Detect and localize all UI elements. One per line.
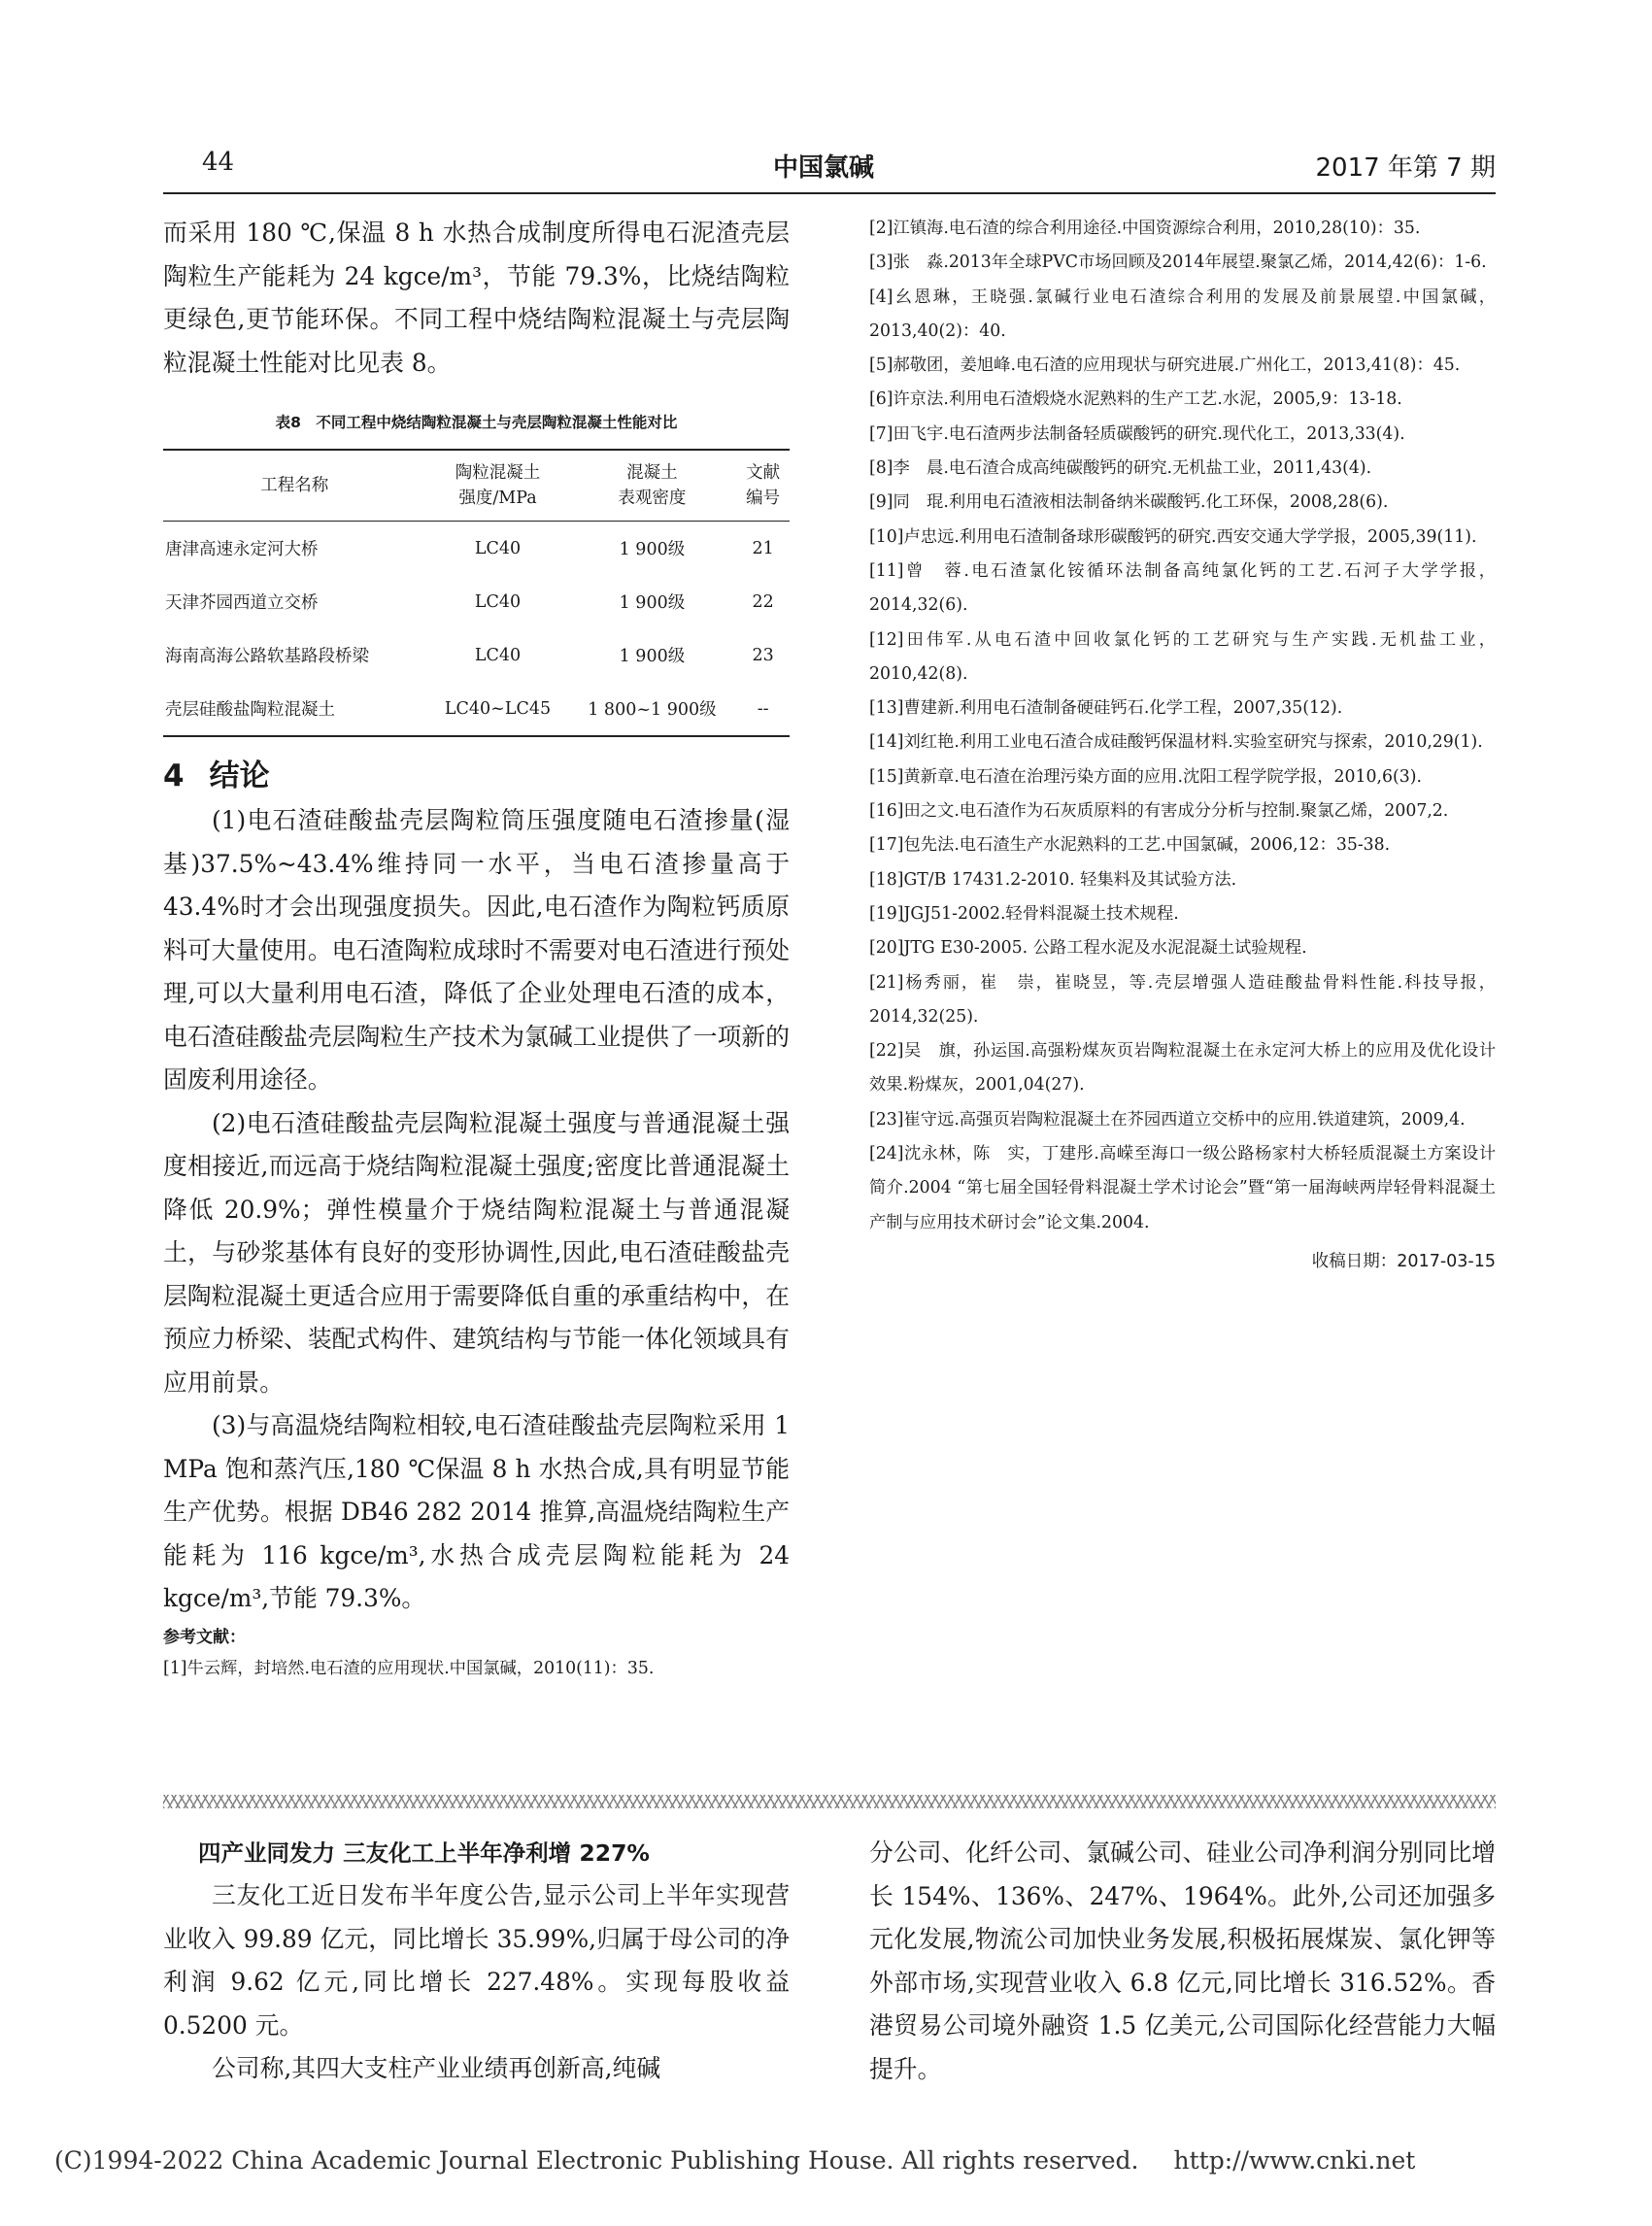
reference-item: [11]曾 蓉.电石渣氯化铵循环法制备高纯氯化钙的工艺.石河子大学学报，2014,32(6).	[869, 560, 1496, 616]
table-cell: 海南高海公路软基路段桥梁	[165, 647, 369, 666]
table-row	[163, 628, 790, 682]
reference-item: [9]同 琨.利用电石渣液相法制备纳米碳酸钙.化工环保，2008,28(6).	[869, 492, 1389, 513]
table-row	[163, 682, 790, 736]
news-paragraph-1: 三友化工近日发布半年度公告,显示公司上半年实现营业收入 99.89 亿元，同比增长 35.99%,归属于母公司的净利润 9.62 亿元,同比增长 227.48%。实现每股收益 0.5200 元。	[163, 1881, 790, 2040]
reference-item: [18]GT/B 17431.2-2010. 轻集料及其试验方法.	[869, 869, 1237, 890]
reference-item: [3]张 淼.2013年全球PVC市场回顾及2014年展望.聚氯乙烯，2014,42(6)：1-6.	[869, 253, 1487, 273]
reference-item: [13]曹建新.利用电石渣制备硬硅钙石.化学工程，2007,35(12).	[869, 698, 1343, 719]
header-rule	[163, 192, 1496, 194]
table-header-cell	[736, 450, 790, 522]
table-header-row	[163, 450, 790, 522]
header-line: 陶粒混凝土	[455, 463, 541, 483]
table-cell: 1 900级	[619, 647, 686, 666]
reference-item: [1]牛云辉，封培然.电石渣的应用现状.中国氯碱，2010(11)：35.	[163, 1658, 655, 1678]
reference-item: [4]幺恩琳，王晓强.氯碱行业电石渣综合利用的发展及前景展望.中国氯碱，2013,40(2)：40.	[869, 287, 1496, 341]
reference-item: [20]JTG E30-2005. 公路工程水泥及水泥混凝土试验规程.	[869, 938, 1307, 959]
table-row	[163, 522, 790, 576]
page-header	[163, 148, 1496, 190]
conclusion-paragraph-2: (2)电石渣硅酸盐壳层陶粒混凝土强度与普通混凝土强度相接近,而远高于烧结陶粒混凝土强度;密度比普通混凝土降低 20.9%；弹性模量介于烧结陶粒混凝土与普通混凝土，与砂浆基体有良好的变形协调性,因此,电石渣硅酸盐壳层陶粒混凝土更适合应用于需要降低自重的承重结构中，在预应力桥梁、装配式构件、建筑结构与节能一体化领域具有应用前景。	[163, 1108, 790, 1397]
comparison-table	[163, 449, 790, 737]
references-heading: 参考文献：	[163, 1627, 246, 1647]
table-cell: 23	[752, 645, 774, 665]
reference-item: [6]许京法.利用电石渣煅烧水泥熟料的生产工艺.水泥，2005,9：13-18.	[869, 389, 1402, 410]
reference-item: [8]李 晨.电石渣合成高纯碳酸钙的研究.无机盐工业，2011,43(4).	[869, 458, 1372, 479]
header-line: 编号	[746, 489, 781, 508]
reference-item: [7]田飞宇.电石渣两步法制备轻质碳酸钙的研究.现代化工，2013,33(4).	[869, 423, 1405, 444]
reference-item: [5]郝敬团，姜旭峰.电石渣的应用现状与研究进展.广州化工，2013,41(8)：45.	[869, 355, 1461, 376]
page-footer	[54, 2146, 1608, 2185]
table-header-cell	[427, 450, 567, 522]
header-line: 强度/MPa	[458, 489, 537, 508]
table-cell: 唐津高速永定河大桥	[165, 540, 319, 559]
footer-link[interactable]: http://www.cnki.net	[1173, 2146, 1416, 2175]
table-cell: LC40	[474, 591, 522, 612]
header-line: 混凝土	[626, 463, 678, 483]
reference-item: [17]包先法.电石渣生产水泥熟料的工艺.中国氯碱，2006,12：35-38.	[869, 835, 1391, 856]
table-row	[163, 575, 790, 628]
right-column	[869, 212, 1496, 1272]
reference-item: [23]崔守远.高强页岩陶粒混凝土在芥园西道立交桥中的应用.铁道建筑，2009,4.	[869, 1109, 1466, 1130]
section-title: 结论	[209, 759, 270, 793]
decorative-divider	[163, 1795, 1496, 1808]
news-title: 四产业同发力 三友化工上半年净利增 227%	[198, 1839, 650, 1867]
table-cell: 21	[752, 538, 774, 558]
table-cell: 天津芥园西道立交桥	[165, 593, 319, 613]
section-heading	[163, 755, 790, 797]
conclusion-paragraph-1: (1)电石渣硅酸盐壳层陶粒筒压强度随电石渣掺量(湿基)37.5%~43.4%维持同一水平，当电石渣掺量高于 43.4%时才会出现强度损失。因此,电石渣作为陶粒钙质原料可大量使用。电石渣陶粒成球时不需要对电石渣进行预处理,可以大量利用电石渣，降低了企业处理电石渣的成本，电石渣硅酸盐壳层陶粒生产技术为氯碱工业提供了一项新的固废利用途径。	[163, 806, 790, 1094]
reference-item: [21]杨秀丽，崔 崇，崔晓昱，等.壳层增强人造硅酸盐骨料性能.科技导报，2014,32(25).	[869, 972, 1496, 1027]
intro-paragraph: 而采用 180 ℃,保温 8 h 水热合成制度所得电石泥渣壳层陶粒生产能耗为 24 kgce/m³，节能 79.3%，比烧结陶粒更绿色,更节能环保。不同工程中烧结陶粒混凝土与壳层陶粒混凝土性能对比见表 8。	[163, 219, 790, 377]
copyright-notice: (C)1994-2022 China Academic Journal Electronic Publishing House. All rights reserved.	[54, 2146, 1139, 2175]
reference-item: [2]江镇海.电石渣的综合利用途径.中国资源综合利用，2010,28(10)：35.	[869, 219, 1421, 238]
reference-item: [16]田之文.电石渣作为石灰质原料的有害成分分析与控制.聚氯乙烯，2007,2.	[869, 801, 1449, 822]
section-number: 4	[163, 759, 185, 793]
reference-item: [22]吴 旗，孙运国.高强粉煤灰页岩陶粒混凝土在永定河大桥上的应用及优化设计效果.粉煤灰，2001,04(27).	[869, 1041, 1496, 1096]
reference-item: [19]JGJ51-2002.轻骨料混凝土技术规程.	[869, 903, 1179, 924]
journal-name: 中国氯碱	[773, 153, 875, 183]
table-cell: 1 800~1 900级	[588, 700, 717, 720]
table-cell: 1 900级	[619, 593, 686, 613]
reference-item: [10]卢忠远.利用电石渣制备球形碳酸钙的研究.西安交通大学学报，2005,39(11).	[869, 526, 1477, 547]
reference-item: [14]刘红艳.利用工业电石渣合成硅酸钙保温材料.实验室研究与探索，2010,29(1).	[869, 732, 1483, 753]
table-cell: 22	[752, 591, 774, 612]
table-cell: LC40	[474, 645, 522, 665]
left-column	[163, 212, 790, 1686]
issue-label: 2017 年第 7 期	[1315, 153, 1496, 183]
table-cell: --	[757, 698, 769, 719]
table-cell: LC40~LC45	[444, 698, 552, 719]
table-cell: 1 900级	[619, 540, 686, 559]
table-header-cell: 工程名称	[260, 476, 329, 495]
reference-item: [24]沈永林，陈 实，丁建彤.高嵘至海口一级公路杨家村大桥轻质混凝土方案设计简介.2004 “第七届全国轻骨料混凝土学术讨论会”暨“第一届海峡两岸轻骨料混凝土产制与应用技术研讨会”论文集.2004.	[869, 1144, 1496, 1232]
received-date: 收稿日期：2017-03-15	[1311, 1251, 1496, 1271]
news-right-column	[869, 1832, 1496, 2091]
news-paragraph-2: 公司称,其四大支柱产业业绩再创新高,纯碱	[212, 2054, 661, 2082]
page-number: 44	[202, 148, 235, 177]
table-cell: LC40	[474, 538, 522, 558]
table-cell: 壳层硅酸盐陶粒混凝土	[165, 700, 335, 720]
header-line: 表观密度	[618, 489, 687, 508]
news-paragraph-3: 分公司、化纤公司、氯碱公司、硅业公司净利润分别同比增长 154%、136%、247%、1964%。此外,公司还加强多元化发展,物流公司加快业务发展,积极拓展煤炭、氯化钾等外部市场,实现营业收入 6.8 亿元,同比增长 316.52%。香港贸易公司境外融资 1.5 亿美元,公司国际化经营能力大幅提升。	[869, 1838, 1496, 2083]
table-title: 表8 不同工程中烧结陶粒混凝土与壳层陶粒混凝土性能对比	[275, 414, 678, 431]
table-header-cell	[568, 450, 737, 522]
reference-item: [15]黄新章.电石渣在治理污染方面的应用.沈阳工程学院学报，2010,6(3).	[869, 766, 1422, 787]
header-line: 文献	[746, 463, 781, 483]
reference-item: [12]田伟军.从电石渣中回收氯化钙的工艺研究与生产实践.无机盐工业，2010,42(8).	[869, 629, 1496, 684]
news-left-column	[163, 1832, 790, 2091]
conclusion-paragraph-3: (3)与高温烧结陶粒相较,电石渣硅酸盐壳层陶粒采用 1 MPa 饱和蒸汽压,180 ℃保温 8 h 水热合成,具有明显节能生产优势。根据 DB46 282 2014 推算,高温烧结陶粒生产能耗为 116 kgce/m³,水热合成壳层陶粒能耗为 24 kgce/m³,节能 79.3%。	[163, 1411, 790, 1612]
